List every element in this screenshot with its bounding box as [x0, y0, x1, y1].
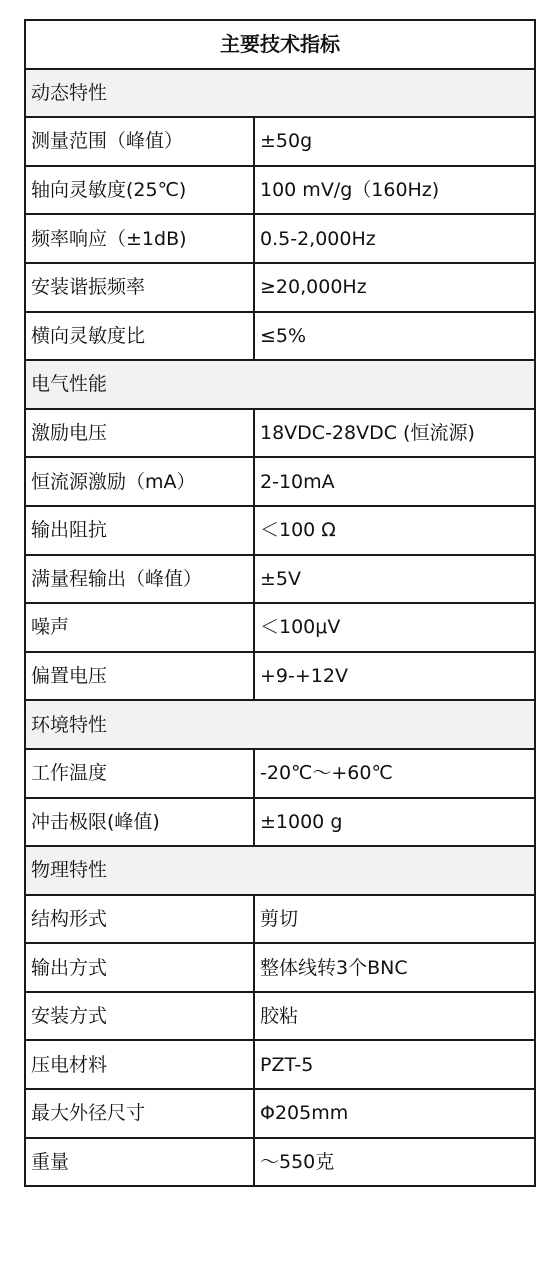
section-title: 电气性能 [25, 360, 535, 409]
section-header-row [25, 846, 535, 895]
table-row [25, 798, 535, 847]
spec-label: 输出方式 [25, 943, 254, 992]
table-row [25, 603, 535, 652]
table-row [25, 117, 535, 166]
table-row [25, 457, 535, 506]
table-row [25, 749, 535, 798]
spec-value: PZT-5 [254, 1040, 535, 1089]
spec-label: 结构形式 [25, 895, 254, 944]
spec-label: 横向灵敏度比 [25, 312, 254, 361]
table-row [25, 506, 535, 555]
spec-value: ±1000 g [254, 798, 535, 847]
spec-value: ±50g [254, 117, 535, 166]
spec-label: 测量范围（峰值） [25, 117, 254, 166]
section-title: 环境特性 [25, 700, 535, 749]
spec-table [24, 19, 536, 1187]
spec-label: 激励电压 [25, 409, 254, 458]
table-row [25, 555, 535, 604]
section-header-row [25, 69, 535, 118]
section-title: 物理特性 [25, 846, 535, 895]
spec-label: 工作温度 [25, 749, 254, 798]
section-title: 动态特性 [25, 69, 535, 118]
spec-value: ～550克 [254, 1138, 535, 1187]
spec-value: ＜100μV [254, 603, 535, 652]
table-row [25, 312, 535, 361]
spec-label: 安装方式 [25, 992, 254, 1041]
spec-value: ＜100 Ω [254, 506, 535, 555]
table-row [25, 992, 535, 1041]
table-row [25, 1089, 535, 1138]
table-title-row [25, 20, 535, 69]
table-row [25, 409, 535, 458]
spec-label: 最大外径尺寸 [25, 1089, 254, 1138]
spec-table-body [25, 69, 535, 1187]
spec-label: 冲击极限(峰值) [25, 798, 254, 847]
spec-value: 18VDC-28VDC (恒流源) [254, 409, 535, 458]
spec-value: 胶粘 [254, 992, 535, 1041]
table-row [25, 214, 535, 263]
spec-label: 安装谐振频率 [25, 263, 254, 312]
spec-value: +9-+12V [254, 652, 535, 701]
spec-value: Φ205mm [254, 1089, 535, 1138]
spec-value: 0.5-2,000Hz [254, 214, 535, 263]
spec-label: 重量 [25, 1138, 254, 1187]
section-header-row [25, 360, 535, 409]
spec-label: 噪声 [25, 603, 254, 652]
spec-label: 输出阻抗 [25, 506, 254, 555]
spec-label: 频率响应（±1dB) [25, 214, 254, 263]
section-header-row [25, 700, 535, 749]
spec-value: -20℃～+60℃ [254, 749, 535, 798]
table-row [25, 943, 535, 992]
spec-value: 100 mV/g（160Hz) [254, 166, 535, 215]
spec-label: 轴向灵敏度(25℃) [25, 166, 254, 215]
spec-value: 整体线转3个BNC [254, 943, 535, 992]
spec-value: 2-10mA [254, 457, 535, 506]
table-row [25, 1040, 535, 1089]
table-row [25, 895, 535, 944]
table-row [25, 1138, 535, 1187]
spec-label: 偏置电压 [25, 652, 254, 701]
spec-value: 剪切 [254, 895, 535, 944]
spec-label: 满量程输出（峰值） [25, 555, 254, 604]
table-title: 主要技术指标 [25, 20, 535, 69]
spec-value: ≤5% [254, 312, 535, 361]
table-row [25, 652, 535, 701]
spec-value: ±5V [254, 555, 535, 604]
spec-label: 恒流源激励（mA） [25, 457, 254, 506]
table-row [25, 166, 535, 215]
table-row [25, 263, 535, 312]
spec-value: ≥20,000Hz [254, 263, 535, 312]
spec-label: 压电材料 [25, 1040, 254, 1089]
